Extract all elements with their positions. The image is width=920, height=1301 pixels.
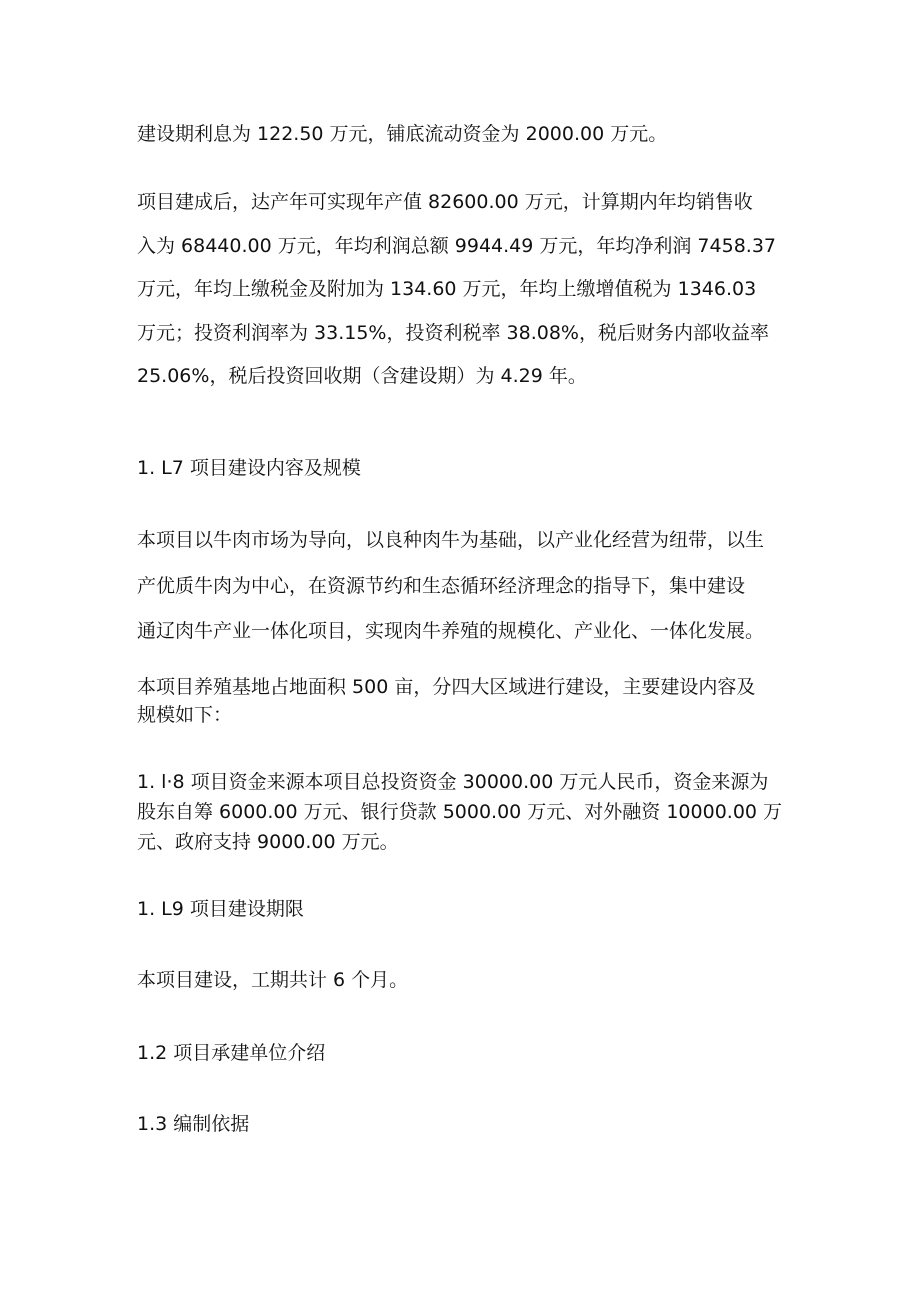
section-heading-construction-period: 1. L9 项目建设期限 — [137, 898, 304, 920]
paragraph-funding-source — [137, 767, 802, 857]
paragraph-project-intro — [137, 518, 802, 655]
text-line: 1. l·8 项目资金来源本项目总投资资金 30000.00 万元人民币，资金来源为 — [137, 771, 769, 793]
text-line: 产优质牛肉为中心，在资源节约和生态循环经济理念的指导下，集中建设 — [137, 574, 746, 597]
text-line: 通辽肉牛产业一体化项目，实现肉牛养殖的规模化、产业化、一体化发展。 — [137, 620, 765, 642]
text-line: 入为 68440.00 万元，年均利润总额 9944.49 万元，年均净利润 7458.37 — [137, 234, 776, 257]
paragraph-interest — [137, 118, 802, 150]
text-line: 股东自筹 6000.00 万元、银行贷款 5000.00 万元、对外融资 10000.00 万 — [137, 801, 783, 823]
text-line: 本项目以牛肉市场为导向，以良种肉牛为基础，以产业化经营为纽带，以生 — [137, 529, 765, 551]
text-line: 万元；投资利润率为 33.15%，投资利税率 38.08%，税后财务内部收益率 — [137, 321, 769, 344]
section-heading-content-scale: 1. L7 项目建设内容及规模 — [137, 457, 361, 479]
section-heading-basis: 1.3 编制依据 — [137, 1113, 250, 1135]
text-line: 25.06%，税后投资回收期（含建设期）为 4.29 年。 — [137, 365, 587, 387]
text-line: 项目建成后，达产年可实现年产值 82600.00 万元，计算期内年均销售收 — [137, 191, 753, 213]
text-line: 规模如下： — [137, 704, 233, 726]
paragraph-benefits — [137, 181, 802, 399]
text-line: 元、政府支持 9000.00 万元。 — [137, 831, 399, 853]
text-line: 建设期利息为 122.50 万元，铺底流动资金为 2000.00 万元。 — [137, 123, 668, 145]
paragraph-construction-period: 本项目建设，工期共计 6 个月。 — [137, 969, 409, 991]
paragraph-land-area — [137, 673, 802, 729]
text-line: 本项目养殖基地占地面积 500 亩，分四大区域进行建设，主要建设内容及 — [137, 676, 756, 698]
text-line: 万元，年均上缴税金及附加为 134.60 万元，年均上缴增值税为 1346.03 — [137, 278, 757, 300]
section-heading-contractor: 1.2 项目承建单位介绍 — [137, 1042, 326, 1064]
